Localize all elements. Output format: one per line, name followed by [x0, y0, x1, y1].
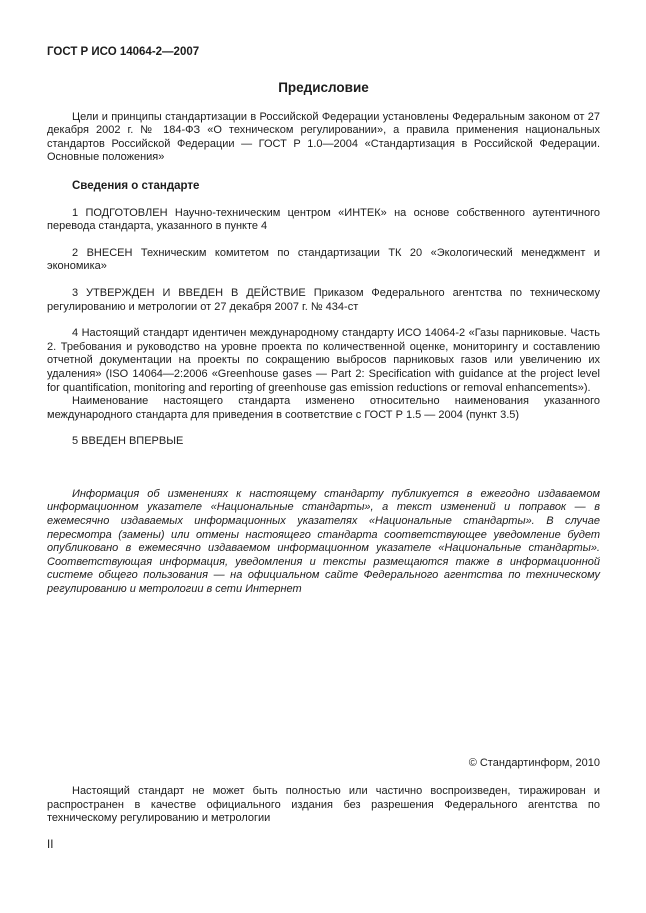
preface-title: Предисловие: [278, 79, 369, 95]
standard-info-item-5: 5 ВВЕДЕН ВПЕРВЫЕ: [72, 435, 184, 448]
standard-info-item-3: 3 УТВЕРЖДЕН И ВВЕДЕН В ДЕЙСТВИЕ Приказом Федерального агентства по техническому регулированию и метрологии от 27 декабря 2007 г. № 434-ст: [47, 286, 600, 313]
copyright-line: © Стандартинформ, 2010: [468, 756, 600, 769]
page-number: II: [47, 839, 54, 851]
preface-intro-paragraph: Цели и принципы стандартизации в Российской Федерации установлены Федеральным законом от 27 декабря 2002 г. № 184-ФЗ «О техническом регулировании», а правила применения национальных стандартов Российской Федерации — ГОСТ Р 1.0—2004 «Стандартизация в Российской Федерации. Основные положения»: [47, 110, 600, 164]
standard-info-item-4-note: Наименование настоящего стандарта изменено относительно наименования указанного международного стандарта для приведения в соответствие с ГОСТ Р 1.5 — 2004 (пункт 3.5): [47, 395, 600, 421]
standard-info-item-2: 2 ВНЕСЕН Техническим комитетом по стандартизации ТК 20 «Экологический менеджмент и экономика»: [47, 246, 600, 273]
document-code-header: ГОСТ Р ИСО 14064-2—2007: [47, 46, 200, 58]
standard-info-item-1: 1 ПОДГОТОВЛЕН Научно-техническим центром «ИНТЕК» на основе собственного аутентичного перевода стандарта, указанного в пункте 4: [47, 206, 600, 233]
standard-info-heading: Сведения о стандарте: [72, 179, 200, 192]
distribution-notice: Настоящий стандарт не может быть полностью или частично воспроизведен, тиражирован и распространен в качестве официального издания без разрешения Федерального агентства по техническому регулированию и метрологии: [47, 785, 600, 825]
amendments-info-notice: Информация об изменениях к настоящему стандарту публикуется в ежегодно издаваемом информационном указателе «Национальные стандарты», а текст изменений и поправок — в ежемесячно издаваемых информационных указателях «Национальные стандарты». В случае пересмотра (замены) или отмены настоящего стандарта соответствующее уведомление будет опубликовано в ежемесячно издаваемом информационном указателе «Национальные стандарты». Соответствующая информация, уведомления и тексты размещаются также в информационной системе общего пользования — на официальном сайте Федерального агентства по техническому регулированию и метрологии в сети Интернет: [47, 487, 600, 596]
standard-info-item-4: 4 Настоящий стандарт идентичен международному стандарту ИСО 14064-2 «Газы парниковые. Часть 2. Требования и руководство на уровне проекта по количественной оценке, мониторингу и составлению отчетной документации на проекты по сокращению выбросов парниковых газов или увеличению их удаления» (ISO 14064—2:2006 «Greenhouse gases — Part 2: Specification with guidance at the project level for quantification, monitoring and reporting of greenhouse gas emission reductions or removal enhancements»).: [47, 327, 600, 394]
